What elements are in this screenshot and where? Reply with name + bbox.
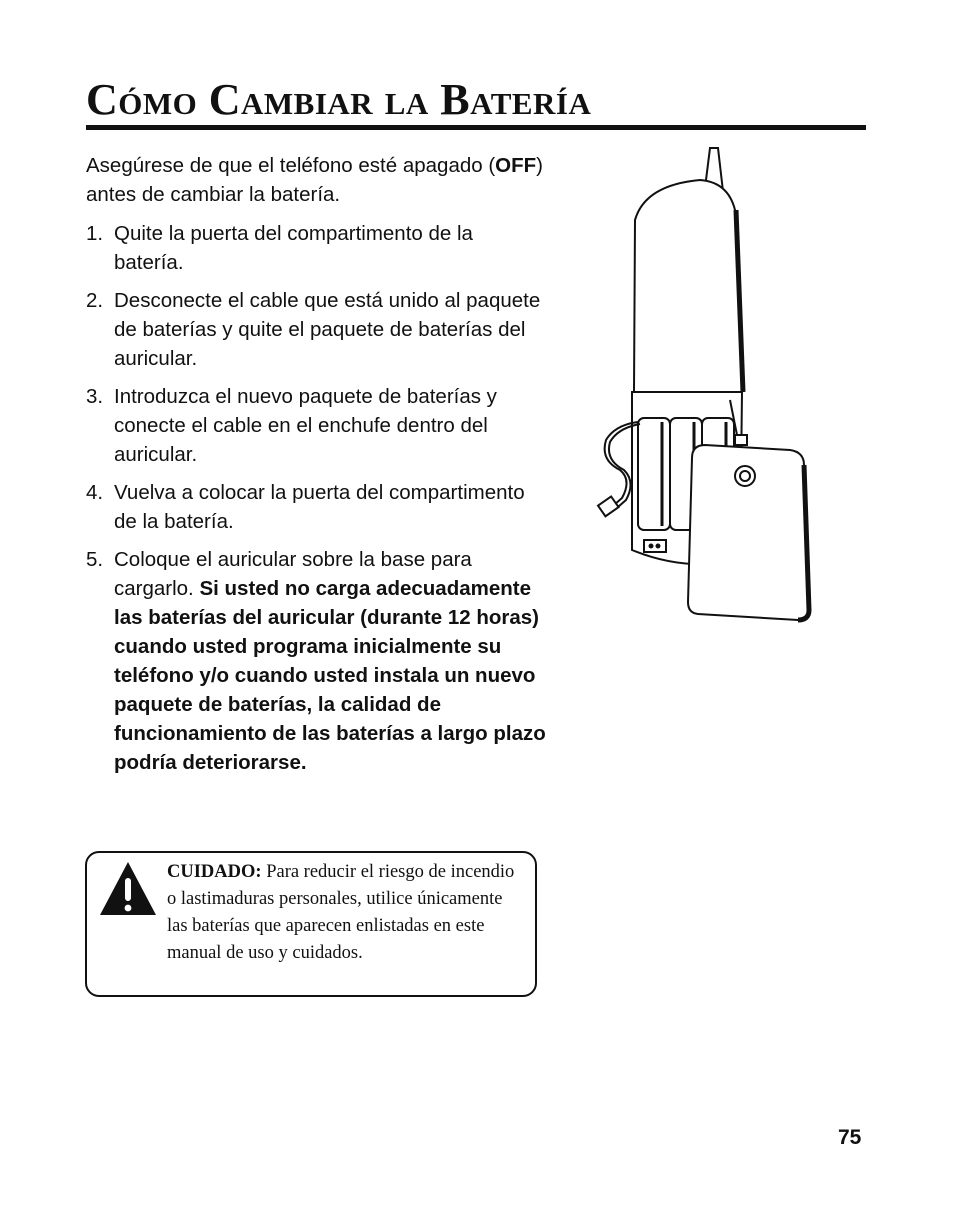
- step-number: 5.: [86, 548, 104, 571]
- intro-text-before: Asegúrese de que el teléfono esté apagado (: [86, 154, 496, 177]
- step-text: Vuelva a colocar la puerta del compartimento de la batería.: [114, 481, 525, 533]
- step-number: 4.: [86, 481, 104, 504]
- caution-label: CUIDADO:: [167, 862, 262, 882]
- step-3: [86, 382, 546, 469]
- warning-icon: [97, 859, 159, 919]
- step-warning-text: Si usted no carga adecuadamente las baterías del auricular (durante 12 horas) cuando usted programa inicialmente su teléfono y/o cuando usted instala un nuevo paquete de baterías, la calidad de funcionamiento de las baterías a largo plazo podría deteriorarse.: [114, 577, 546, 774]
- step-4: [86, 478, 546, 536]
- step-number: 3.: [86, 385, 104, 408]
- step-text: Introduzca el nuevo paquete de baterías y conecte el cable en el enchufe dentro del auricular.: [114, 385, 497, 466]
- intro-text-after: ) antes de cambiar la batería.: [86, 154, 543, 206]
- step-text: Desconecte el cable que está unido al paquete de baterías y quite el paquete de baterías del auricular.: [114, 289, 541, 370]
- step-number: 1.: [86, 222, 104, 245]
- caution-text: [167, 859, 527, 967]
- title-rule: [86, 125, 866, 130]
- intro-paragraph: [86, 151, 546, 209]
- step-number: 2.: [86, 289, 104, 312]
- step-5: [86, 545, 546, 777]
- step-text: Coloque el auricular sobre la base para cargarlo.: [114, 548, 472, 600]
- steps-list: [86, 219, 546, 777]
- step-2: [86, 286, 546, 373]
- caution-body: Para reducir el riesgo de incendio o lastimaduras personales, utilice únicamente las baterías que aparecen enlistadas en este manual de uso y cuidados.: [167, 862, 515, 963]
- page-number: 75: [838, 1126, 862, 1149]
- intro-off-label: OFF: [495, 154, 537, 177]
- step-1: [86, 219, 546, 277]
- instructions: [86, 151, 546, 786]
- step-text: Quite la puerta del compartimento de la batería.: [114, 222, 473, 274]
- step-text-wrapper: [114, 545, 546, 777]
- page-title: Cómo Cambiar la Batería: [86, 75, 592, 124]
- caution-box: [85, 851, 537, 997]
- handset-battery-illustration: [590, 140, 820, 630]
